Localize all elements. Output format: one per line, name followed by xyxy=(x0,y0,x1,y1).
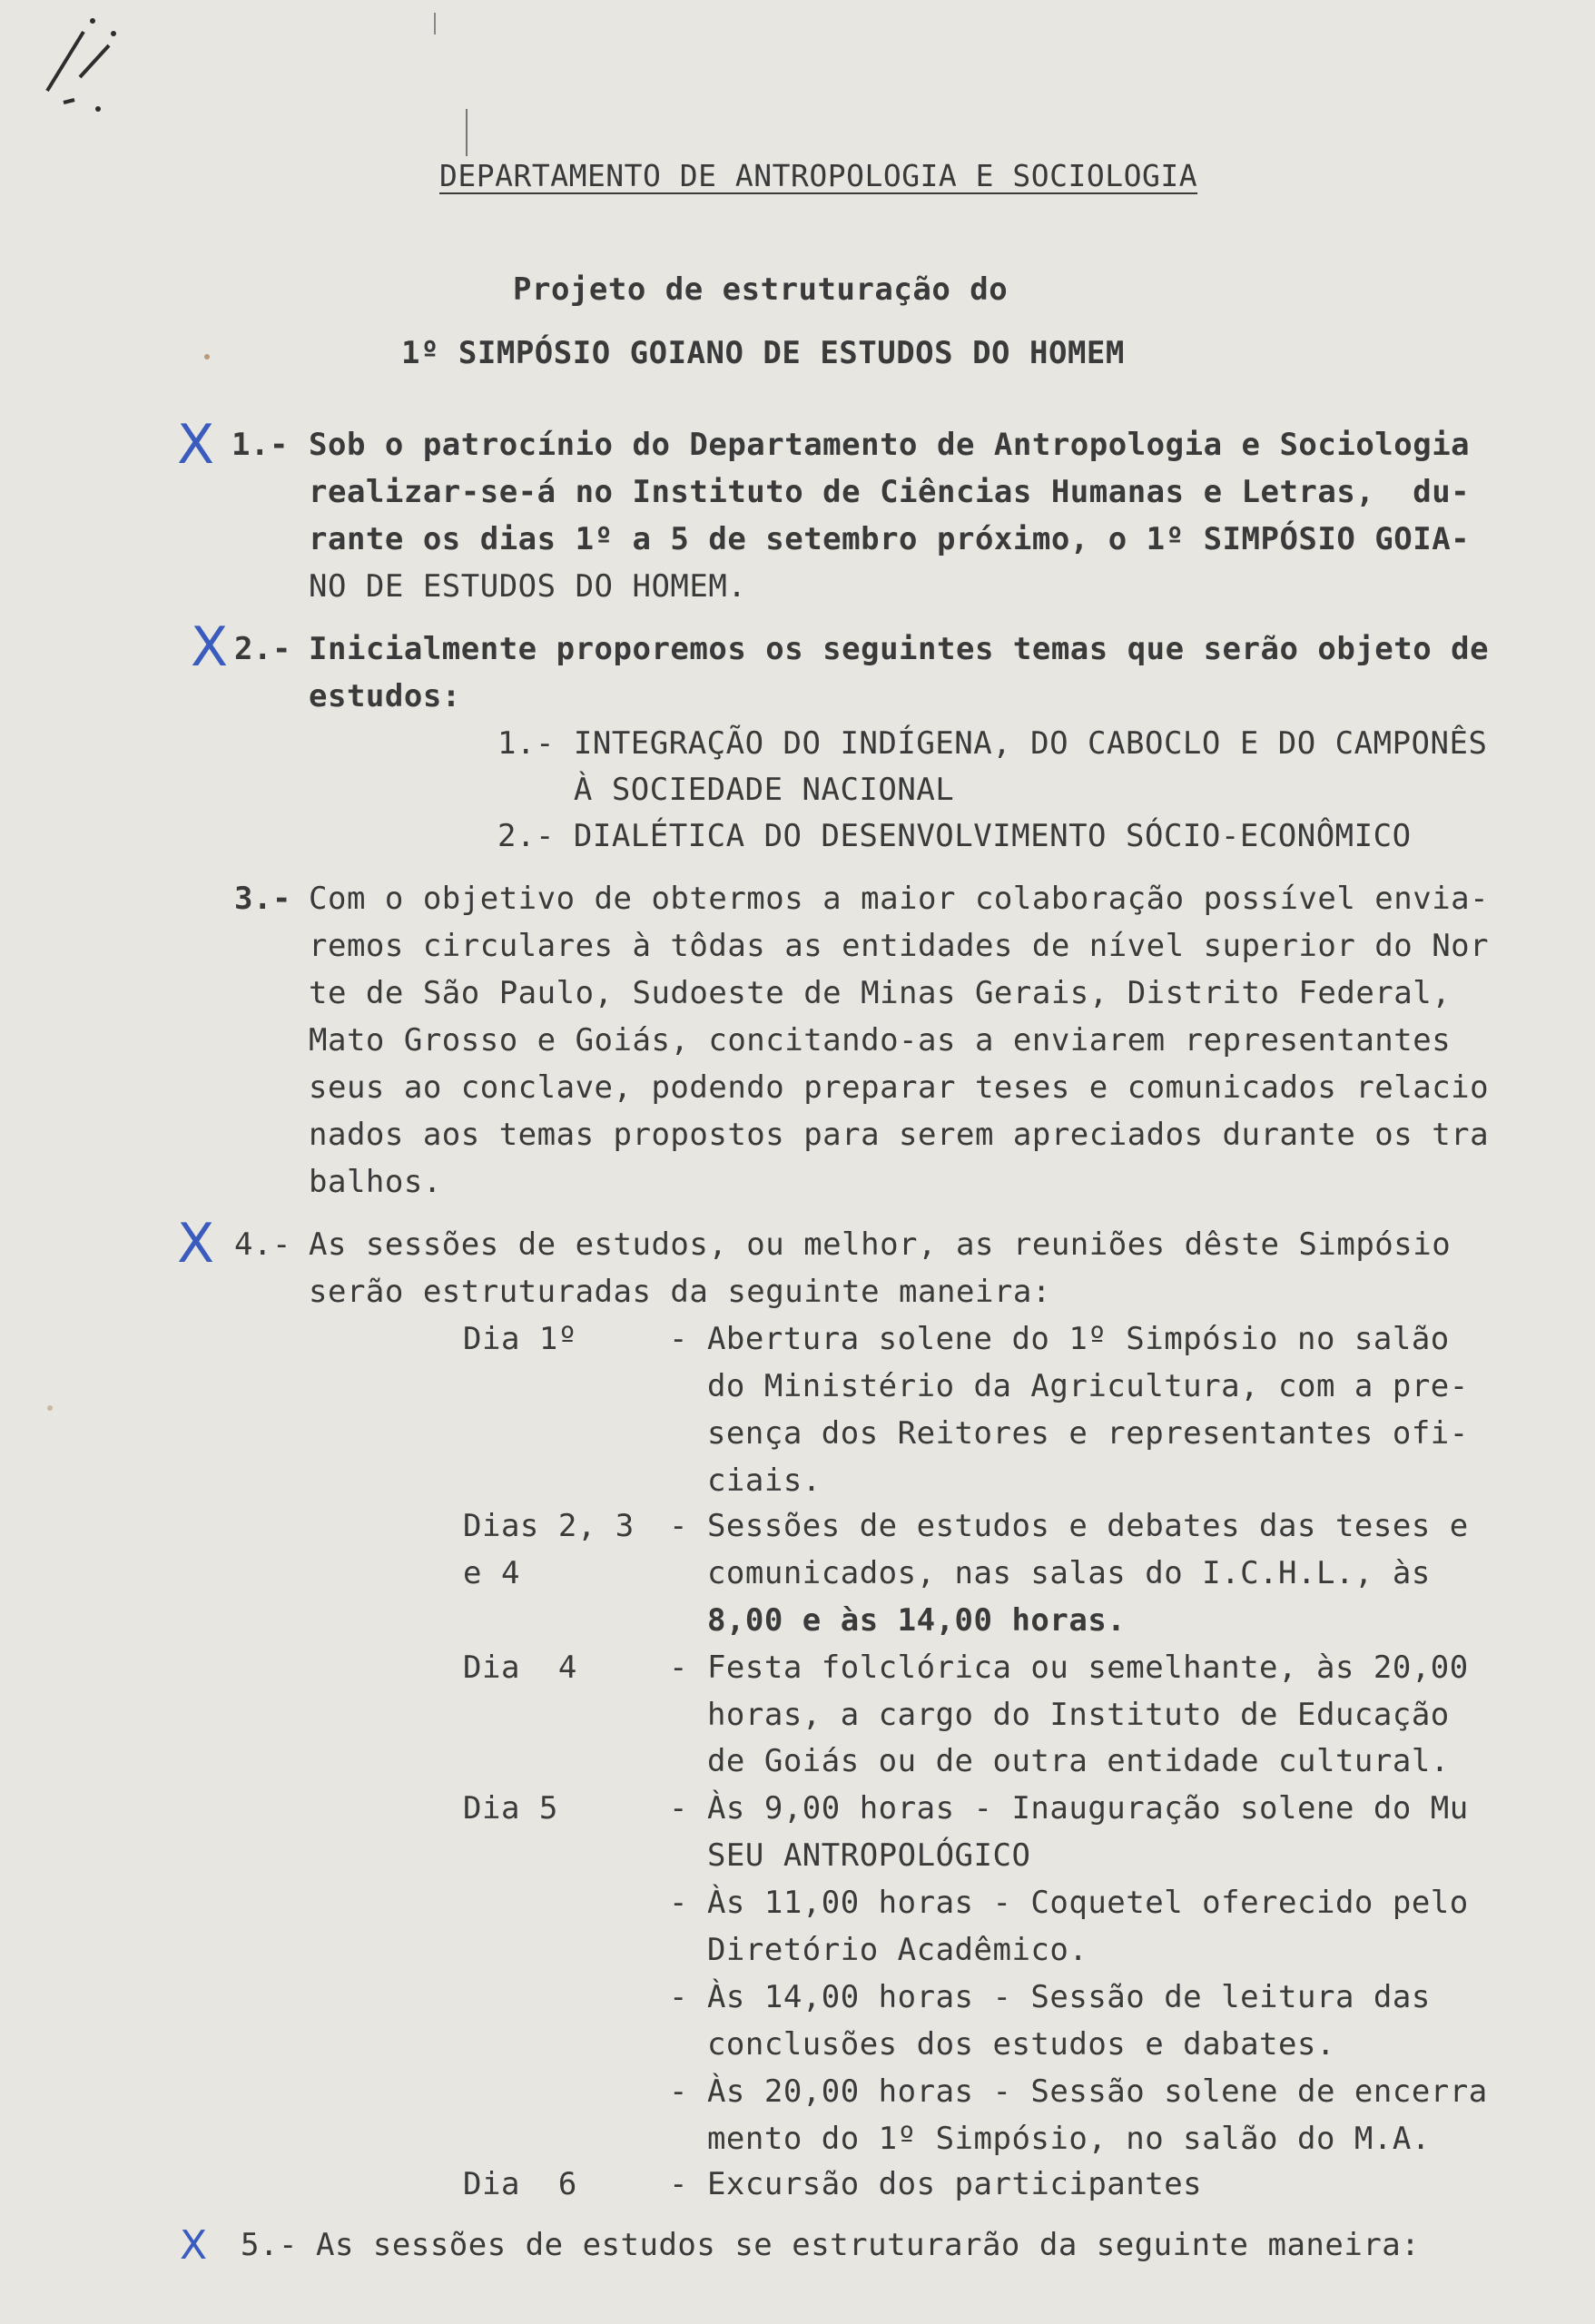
check-mark-icon: X xyxy=(180,2222,208,2269)
theme-line: 2.- DIALÉTICA DO DESENVOLVIMENTO SÓCIO-ECONÔMICO xyxy=(497,818,1412,854)
item-number: 1.- xyxy=(231,427,289,463)
paragraph-line: balhos. xyxy=(309,1164,442,1200)
paragraph-line: Inicialmente proporemos os seguintes temas que serão objeto de xyxy=(309,631,1490,667)
paragraph-line: NO DE ESTUDOS DO HOMEM. xyxy=(309,568,747,605)
schedule-entry: - Às 9,00 horas - Inauguração solene do Mu xyxy=(669,1790,1469,1827)
schedule-entry: - Abertura solene do 1º Simpósio no salão xyxy=(669,1321,1450,1357)
schedule-entry: ciais. xyxy=(669,1462,822,1499)
paragraph-line: Com o objetivo de obtermos a maior colaboração possível envia- xyxy=(309,881,1490,917)
margin-line xyxy=(434,13,436,34)
project-title: Projeto de estruturação do xyxy=(513,271,1009,308)
paper-spot xyxy=(204,354,210,359)
schedule-entry: - Às 14,00 horas - Sessão de leitura das xyxy=(669,1979,1431,2015)
schedule-day: Dia 5 xyxy=(463,1790,558,1827)
paragraph-line: estudos: xyxy=(309,678,461,714)
department-header: DEPARTAMENTO DE ANTROPOLOGIA E SOCIOLOGIA xyxy=(439,158,1198,193)
corner-scribble-icon xyxy=(27,14,127,123)
paragraph-line: te de São Paulo, Sudoeste de Minas Gerais, Distrito Federal, xyxy=(309,975,1452,1011)
schedule-entry: Diretório Acadêmico. xyxy=(669,1932,1088,1968)
schedule-entry: - Excursão dos participantes xyxy=(669,2166,1203,2202)
schedule-entry: comunicados, nas salas do I.C.H.L., às xyxy=(669,1555,1431,1591)
paragraph-line: Sob o patrocínio do Departamento de Antropologia e Sociologia xyxy=(309,427,1471,463)
schedule-entry: de Goiás ou de outra entidade cultural. xyxy=(669,1743,1450,1779)
schedule-entry: do Ministério da Agricultura, com a pre- xyxy=(669,1368,1469,1404)
schedule-entry: conclusões dos estudos e dabates. xyxy=(669,2026,1335,2063)
schedule-entry: - Às 20,00 horas - Sessão solene de encerra xyxy=(669,2073,1488,2110)
theme-line: À SOCIEDADE NACIONAL xyxy=(497,772,955,808)
schedule-entry: mento do 1º Simpósio, no salão do M.A. xyxy=(669,2121,1431,2157)
schedule-day: Dia 1º xyxy=(463,1321,577,1357)
check-mark-icon: X xyxy=(177,1212,215,1275)
schedule-entry: 8,00 e às 14,00 horas. xyxy=(669,1602,1127,1639)
schedule-day: e 4 xyxy=(463,1555,520,1591)
schedule-entry: - Às 11,00 horas - Coquetel oferecido pelo xyxy=(669,1885,1469,1921)
paragraph-line: rante os dias 1º a 5 de setembro próximo, o 1º SIMPÓSIO GOIA- xyxy=(309,521,1471,557)
schedule-entry: horas, a cargo do Instituto de Educação xyxy=(669,1697,1450,1733)
paragraph-line: seus ao conclave, podendo preparar teses e comunicados relacio xyxy=(309,1069,1490,1106)
item-number: 5.- xyxy=(241,2227,298,2263)
schedule-entry: - Sessões de estudos e debates das teses e xyxy=(669,1508,1469,1544)
item-number: 4.- xyxy=(234,1226,291,1263)
schedule-entry: - Festa folclórica ou semelhante, às 20,00 xyxy=(669,1649,1469,1686)
schedule-entry: sença dos Reitores e representantes ofi- xyxy=(669,1415,1469,1452)
margin-line xyxy=(466,109,468,156)
paragraph-line: As sessões de estudos se estruturarão da seguinte maneira: xyxy=(316,2227,1421,2263)
paper-spot xyxy=(47,1405,53,1411)
paragraph-line: serão estruturadas da seguinte maneira: xyxy=(309,1274,1051,1310)
symposium-title: 1º SIMPÓSIO GOIANO DE ESTUDOS DO HOMEM xyxy=(401,335,1125,371)
theme-line: 1.- INTEGRAÇÃO DO INDÍGENA, DO CABOCLO E DO CAMPONÊS xyxy=(497,725,1488,762)
schedule-day: Dia 4 xyxy=(463,1649,577,1686)
check-mark-icon: X xyxy=(177,413,215,477)
item-number: 2.- xyxy=(234,631,291,667)
check-mark-icon: X xyxy=(191,615,229,679)
item-number: 3.- xyxy=(234,881,291,917)
schedule-entry: SEU ANTROPOLÓGICO xyxy=(669,1837,1031,1874)
paragraph-line: remos circulares à tôdas as entidades de nível superior do Nor xyxy=(309,928,1490,964)
paragraph-line: realizar-se-á no Instituto de Ciências Humanas e Letras, du- xyxy=(309,474,1471,510)
schedule-day: Dia 6 xyxy=(463,2166,577,2202)
schedule-day: Dias 2, 3 xyxy=(463,1508,635,1544)
paragraph-line: Mato Grosso e Goiás, concitando-as a enviarem representantes xyxy=(309,1022,1452,1059)
paragraph-line: As sessões de estudos, ou melhor, as reuniões dêste Simpósio xyxy=(309,1226,1452,1263)
paragraph-line: nados aos temas propostos para serem apreciados durante os tra xyxy=(309,1117,1490,1153)
